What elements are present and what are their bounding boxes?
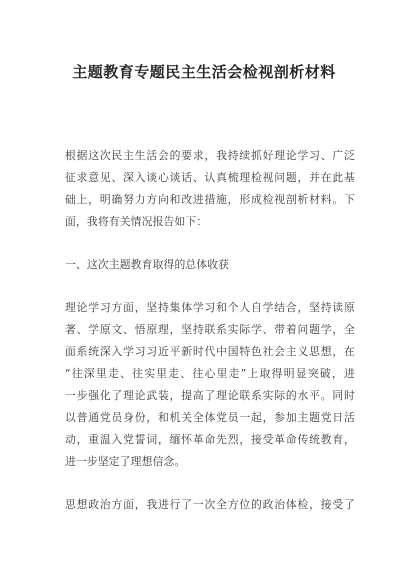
para2-line-1: 思想政治方面，我进行了一次全方位的政治体检，接受了 (65, 498, 355, 511)
document-title: 主题教育专题民主生活会检视剖析材料 (72, 63, 336, 81)
para1-line-8: 进一步坚定了理想信念。 (65, 455, 186, 468)
intro-line-1: 根据这次民主生活会的要求，我持续抓好理论学习、广泛 (65, 149, 355, 162)
para1-line-6: 以普通党员身份，和机关全体党员一起，参加主题党日活 (65, 411, 355, 424)
para1-line-1: 理论学习方面，坚持集体学习和个人自学结合，坚持读原 (65, 301, 355, 314)
intro-line-3: 础上，明确努力方向和改进措施，形成检视剖析材料。下 (65, 193, 355, 206)
para1-line-2: 著、学原文、悟原理，坚持联系实际学、带着问题学，全 (65, 323, 355, 336)
intro-line-4: 面，我将有关情况报告如下： (65, 215, 208, 228)
intro-line-2: 征求意见、深入谈心谈话、认真梳理检视问题，并在此基 (65, 171, 355, 184)
para1-line-7: 动，重温入党誓词，缅怀革命先烈，接受革命传统教育， (65, 433, 355, 446)
para1-line-4: “往深里走、往实里走、往心里走”上取得明显突破，进 (65, 367, 355, 380)
section-heading: 一、这次主题教育取得的总体收获 (65, 258, 230, 271)
para1-line-3: 面系统深入学习习近平新时代中国特色社会主义思想，在 (65, 345, 355, 358)
para1-line-5: 一步强化了理论武装，提高了理论联系实际的水平。同时 (65, 389, 355, 402)
